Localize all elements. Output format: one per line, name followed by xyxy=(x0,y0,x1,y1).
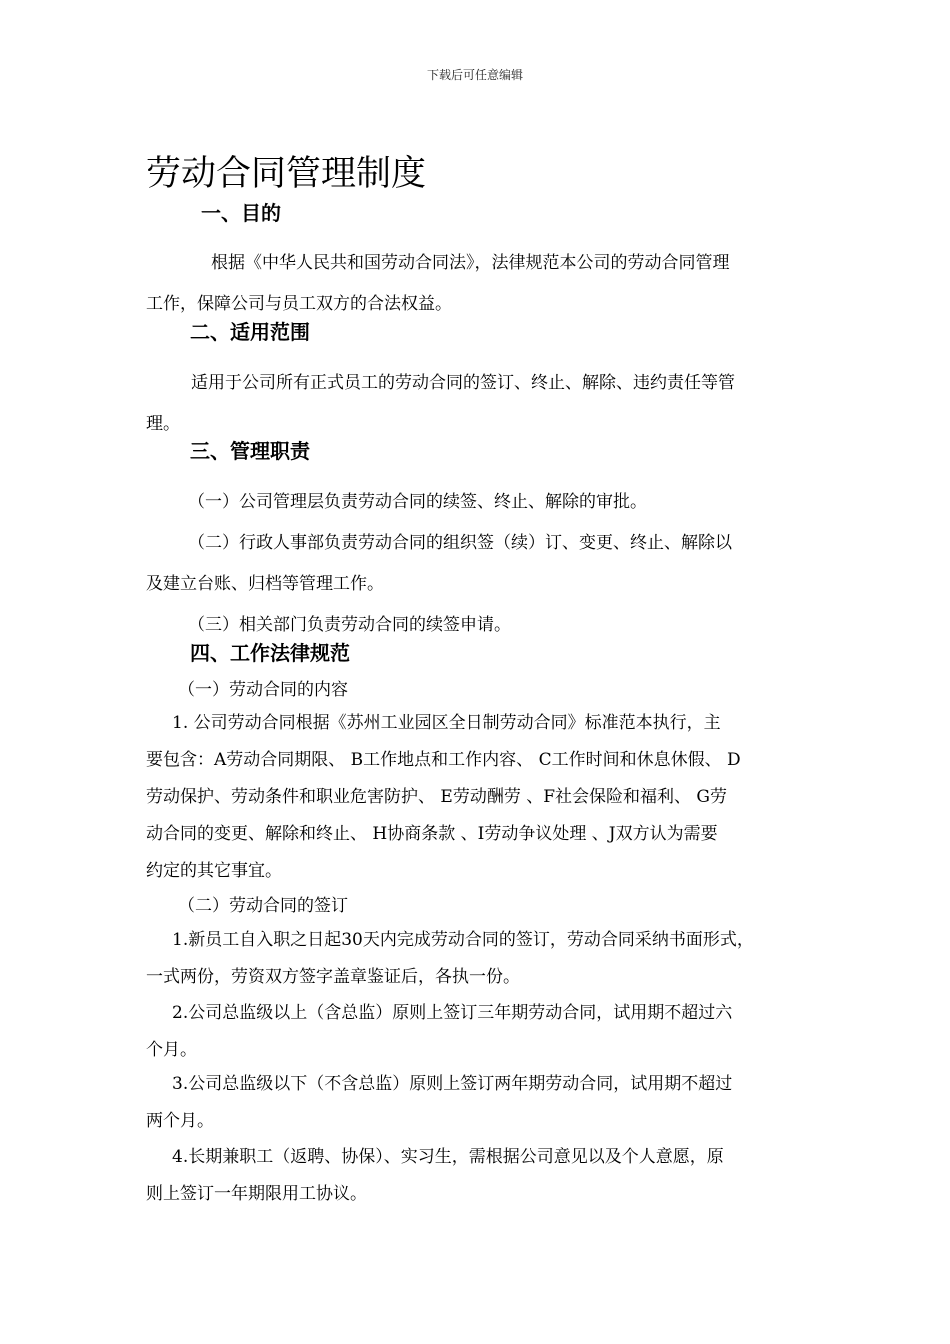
document-title: 劳动合同管理制度 xyxy=(146,154,427,194)
paragraph-line: 理。 xyxy=(146,414,180,434)
paragraph-line: 则上签订一年期限用工协议。 xyxy=(146,1184,367,1204)
subsection-heading: （一）劳动合同的内容 xyxy=(178,680,348,700)
section-heading-purpose: 一、目的 xyxy=(201,201,281,225)
paragraph-line: 两个月。 xyxy=(146,1111,214,1131)
paragraph-line: 一式两份，劳资双方签字盖章鉴证后，各执一份。 xyxy=(146,967,520,987)
paragraph-line: 4.长期兼职工（返聘、协保）、实习生，需根据公司意见以及个人意愿，原 xyxy=(172,1147,724,1167)
paragraph-line: （三）相关部门负责劳动合同的续签申请。 xyxy=(188,615,511,635)
paragraph-line: 约定的其它事宜。 xyxy=(146,861,282,881)
paragraph-line: 适用于公司所有正式员工的劳动合同的签订、终止、解除、违约责任等管 xyxy=(191,373,735,393)
page-header-note: 下载后可任意编辑 xyxy=(426,68,523,82)
subsection-heading: （二）劳动合同的签订 xyxy=(178,896,348,916)
paragraph-line: （二）行政人事部负责劳动合同的组织签（续）订、变更、终止、解除以 xyxy=(188,533,732,553)
paragraph-line: 1. 公司劳动合同根据《苏州工业园区全日制劳动合同》标准范本执行，主 xyxy=(172,713,721,733)
section-heading-responsibilities: 三、管理职责 xyxy=(190,439,310,463)
paragraph-line: 动合同的变更、解除和终止、 H协商条款 、I劳动争议处理 、J双方认为需要 xyxy=(146,824,718,844)
paragraph-line: 要包含：A劳动合同期限、 B工作地点和工作内容、 C工作时间和休息休假、 D xyxy=(146,750,741,770)
paragraph-line: 及建立台账、归档等管理工作。 xyxy=(146,574,384,594)
paragraph-line: （一）公司管理层负责劳动合同的续签、终止、解除的审批。 xyxy=(188,492,647,512)
paragraph-line: 2.公司总监级以上（含总监）原则上签订三年期劳动合同，试用期不超过六 xyxy=(172,1003,733,1023)
paragraph-line: 3.公司总监级以下（不含总监）原则上签订两年期劳动合同，试用期不超过 xyxy=(172,1074,733,1094)
section-heading-scope: 二、适用范围 xyxy=(190,320,310,344)
paragraph-line: 劳动保护、劳动条件和职业危害防护、 E劳动酬劳 、F社会保险和福利、 G劳 xyxy=(146,787,727,807)
paragraph-line: 根据《中华人民共和国劳动合同法》，法律规范本公司的劳动合同管理 xyxy=(211,253,730,273)
paragraph-line: 工作，保障公司与员工双方的合法权益。 xyxy=(146,294,452,314)
paragraph-line: 个月。 xyxy=(146,1040,197,1060)
paragraph-line: 1.新员工自入职之日起30天内完成劳动合同的签订，劳动合同采纳书面形式， xyxy=(172,930,754,950)
section-heading-legal-norms: 四、工作法律规范 xyxy=(190,641,350,665)
